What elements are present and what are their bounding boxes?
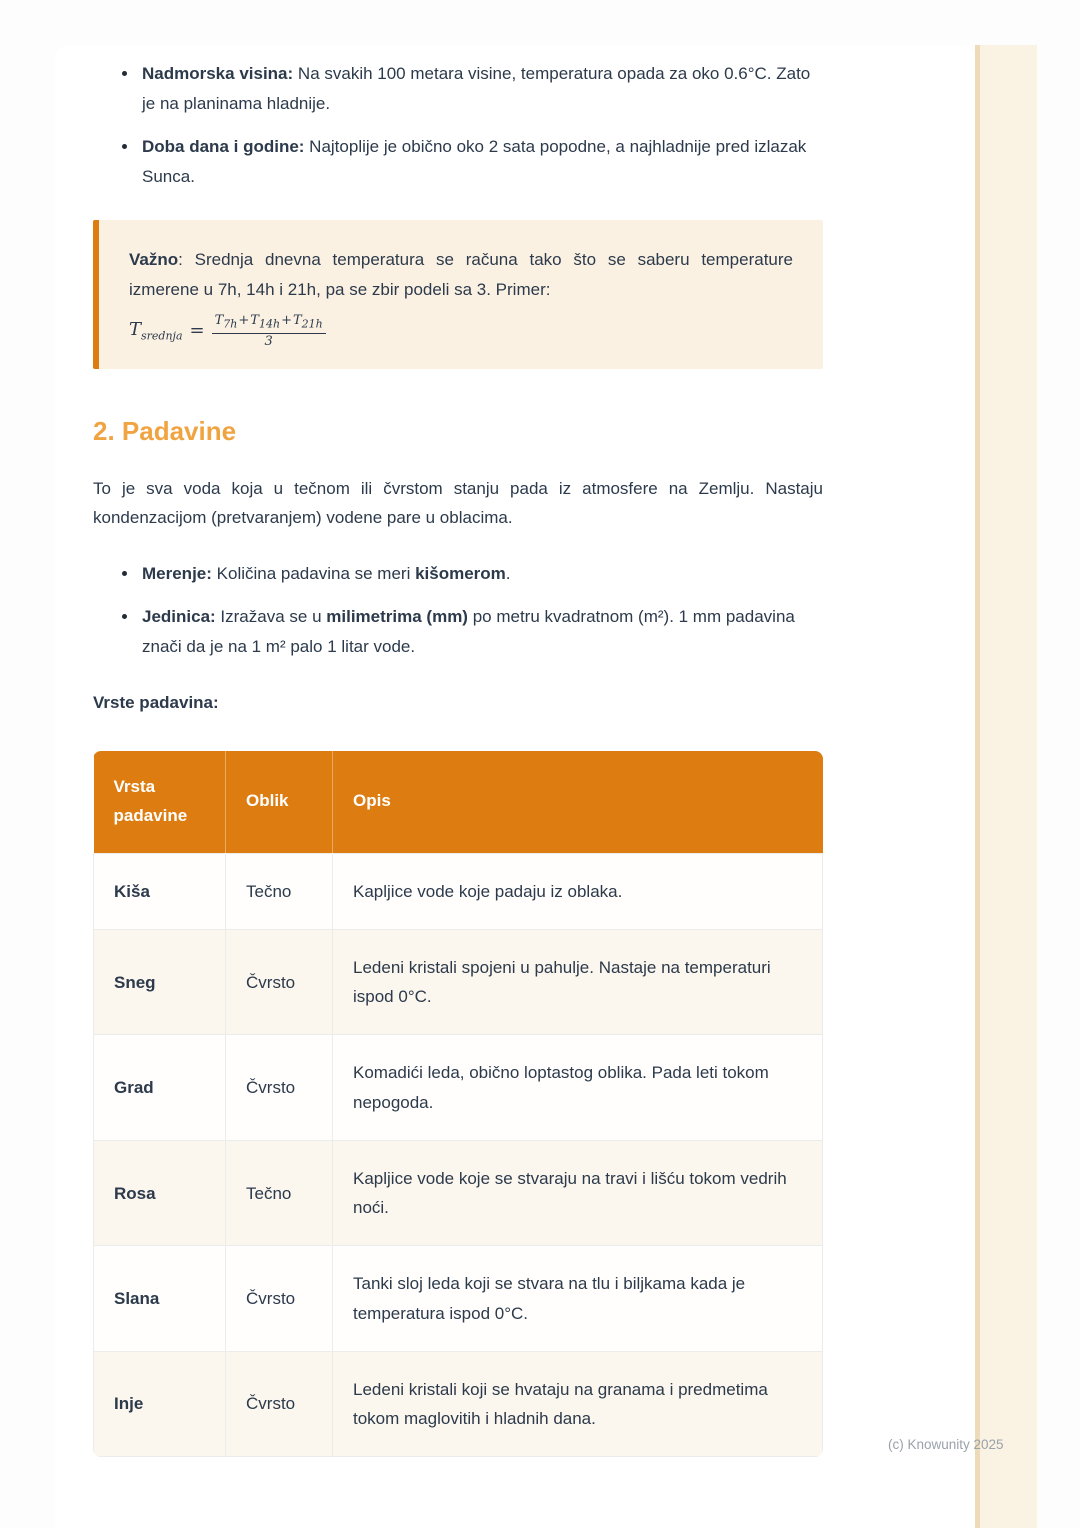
table-body — [94, 853, 823, 1457]
cell-vrsta: Inje — [94, 1351, 226, 1456]
bullet-lead: Nadmorska visina: — [142, 64, 294, 83]
cell-opis: Ledeni kristali spojeni u pahulje. Nastaje na temperaturi ispod 0°C. — [333, 929, 823, 1034]
bullet-text: Količina padavina se meri — [211, 564, 416, 584]
formula-subscript: 7h — [223, 318, 238, 332]
cell-vrsta: Slana — [94, 1246, 226, 1351]
bullet-lead: Doba dana i godine: — [142, 136, 305, 156]
mean-temperature-formula — [129, 312, 793, 349]
precipitation-table — [93, 751, 823, 1457]
formula-equals: = — [189, 319, 205, 341]
callout-lead: Važno — [129, 249, 179, 269]
formula-subscript: srednja — [141, 329, 183, 343]
bullet-emphasis: milimetrima (mm) — [326, 607, 468, 627]
column-header-opis: Opis — [333, 751, 823, 853]
formula-variable: T — [129, 318, 142, 340]
table-header — [94, 751, 823, 853]
precipitation-table-wrapper — [93, 751, 823, 1457]
important-callout — [93, 220, 823, 369]
cell-oblik: Čvrsto — [226, 1351, 333, 1456]
bullet-lead: Merenje: — [142, 564, 212, 584]
section-heading-padavine: 2. Padavine — [93, 416, 237, 447]
formula-variable: T — [214, 313, 224, 329]
list-item — [139, 559, 823, 589]
cell-opis: Ledeni kristali koji se hvataju na granama i predmetima tokom maglovitih i hladnih dana. — [333, 1351, 823, 1456]
formula-numerator — [212, 313, 326, 333]
page-edge-strip — [980, 45, 1037, 1528]
intro-paragraph: To je sva voda koja u tečnom ili čvrstom stanju pada iz atmosfere na Zemlju. Nastaju kondenzacijom (pretvaranjem) vodene pare u oblacima. — [93, 478, 823, 528]
table-row — [94, 1246, 823, 1351]
formula-lhs — [129, 319, 183, 343]
formula-plus: + — [281, 313, 292, 329]
cell-vrsta: Sneg — [94, 929, 226, 1034]
list-item — [139, 132, 823, 192]
formula-subscript: 21h — [301, 318, 323, 332]
cell-oblik: Tečno — [226, 1140, 333, 1245]
table-row — [94, 1035, 823, 1140]
bullet-emphasis: kišomerom — [415, 564, 506, 584]
cell-vrsta: Rosa — [94, 1140, 226, 1245]
formula-plus: + — [238, 313, 250, 329]
table-row — [94, 853, 823, 929]
cell-vrsta: Kiša — [94, 853, 226, 929]
formula-variable: T — [292, 313, 302, 329]
cell-oblik: Čvrsto — [226, 1035, 333, 1140]
table-row — [94, 1140, 823, 1245]
formula-fraction — [212, 313, 326, 350]
bullet-text: . — [505, 564, 511, 584]
formula-denominator: 3 — [264, 333, 273, 349]
cell-opis: Kapljice vode koje se stvaraju na travi i lišću tokom vedrih noći. — [333, 1140, 823, 1245]
cell-opis: Kapljice vode koje padaju iz oblaka. — [333, 853, 823, 929]
document-page — [55, 45, 975, 1528]
formula-variable: T — [250, 313, 259, 329]
precipitation-facts-list — [121, 559, 823, 662]
bullet-text: po metru kvadratnom (m²). 1 mm padavina znači da je na 1 m² palo 1 litar vode. — [142, 607, 795, 657]
callout-text: : Srednja dnevna temperatura se računa tako što se saberu temperature izmerene u 7h, 14h i 21h, pa se zbir podeli sa 3. Primer: — [129, 249, 793, 299]
table-row — [94, 929, 823, 1034]
bullet-text: Najtoplije je obično oko 2 sata popodne, a najhladnije pred izlazak Sunca. — [142, 136, 807, 186]
copyright-notice: (c) Knowunity 2025 — [888, 1437, 1004, 1452]
cell-oblik: Čvrsto — [226, 1246, 333, 1351]
list-item — [139, 602, 823, 662]
table-header-row — [94, 751, 823, 853]
bullet-lead: Jedinica: — [142, 607, 216, 627]
column-header-vrsta: Vrsta padavine — [94, 751, 226, 853]
cell-vrsta: Grad — [94, 1035, 226, 1140]
table-label: Vrste padavina: — [93, 693, 219, 713]
temperature-factors-list — [121, 59, 823, 192]
table-row — [94, 1351, 823, 1456]
bullet-text: Na svakih 100 metara visine, temperatura opada za oko 0.6°C. Zato je na planinama hladnije. — [142, 64, 811, 113]
callout-paragraph — [129, 245, 793, 305]
column-header-oblik: Oblik — [226, 751, 333, 853]
bullet-text: Izražava se u — [215, 607, 327, 627]
cell-oblik: Čvrsto — [226, 929, 333, 1034]
cell-opis: Tanki sloj leda koji se stvara na tlu i biljkama kada je temperatura ispod 0°C. — [333, 1246, 823, 1351]
cell-opis: Komadići leda, obično loptastog oblika. Pada leti tokom nepogoda. — [333, 1035, 823, 1140]
formula-subscript: 14h — [258, 318, 281, 332]
cell-oblik: Tečno — [226, 853, 333, 929]
list-item — [139, 59, 823, 119]
